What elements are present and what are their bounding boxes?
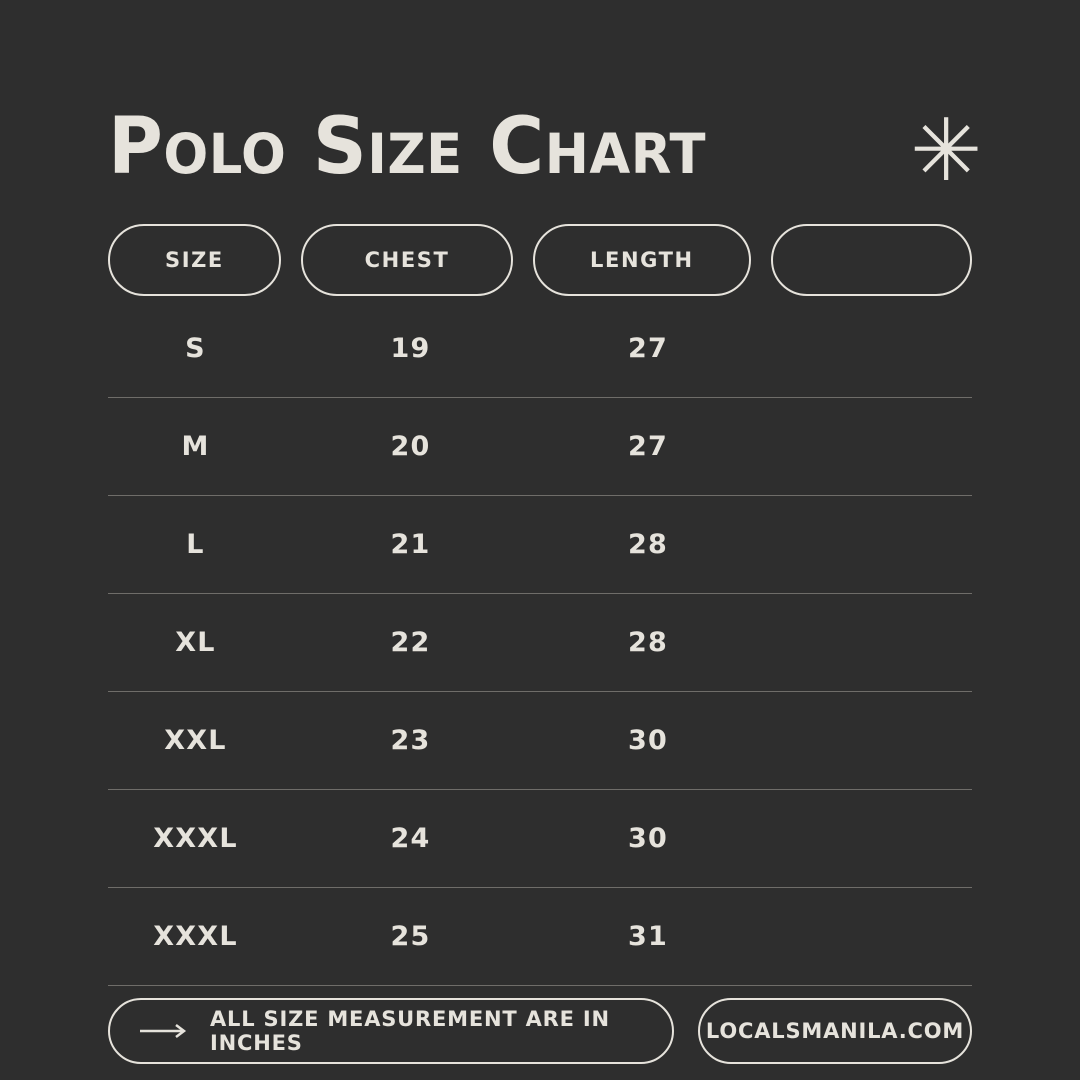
arrow-right-icon	[138, 1023, 192, 1039]
table-header-row	[108, 224, 972, 296]
measurement-note-text: ALL SIZE MEASUREMENT ARE IN INCHES	[210, 1007, 610, 1055]
cell-length: 27	[628, 431, 668, 462]
table-row	[108, 692, 972, 790]
footer	[108, 998, 972, 1064]
table-row	[108, 496, 972, 594]
cell-length: 30	[628, 823, 668, 854]
cell-chest: 23	[390, 725, 431, 756]
column-header-size: SIZE	[108, 224, 281, 296]
cell-length: 30	[628, 725, 668, 756]
cell-chest: 22	[390, 627, 431, 658]
measurement-note	[108, 998, 674, 1064]
column-header-blank	[771, 224, 973, 296]
column-header-chest: CHEST	[301, 224, 513, 296]
size-table	[108, 300, 972, 986]
cell-size: L	[186, 529, 205, 560]
table-row	[108, 300, 972, 398]
table-row	[108, 888, 972, 986]
cell-size: XXXL	[153, 921, 238, 952]
brand-url[interactable]: LOCALSMANILA.COM	[698, 998, 972, 1064]
cell-size: M	[181, 431, 210, 462]
cell-chest: 19	[390, 333, 431, 364]
page-title: Polo Size Chart	[108, 102, 706, 192]
cell-length: 28	[628, 627, 668, 658]
cell-length: 31	[628, 921, 668, 952]
table-row	[108, 790, 972, 888]
asterisk-icon: ✳	[909, 101, 982, 201]
cell-length: 28	[628, 529, 668, 560]
cell-size: XXXL	[153, 823, 238, 854]
cell-chest: 20	[390, 431, 431, 462]
cell-size: XXL	[164, 725, 227, 756]
cell-length: 27	[628, 333, 668, 364]
table-row	[108, 398, 972, 496]
cell-size: XL	[175, 627, 216, 658]
table-row	[108, 594, 972, 692]
header	[108, 92, 988, 202]
cell-size: S	[185, 333, 206, 364]
cell-chest: 25	[390, 921, 431, 952]
column-header-length: LENGTH	[533, 224, 750, 296]
cell-chest: 21	[390, 529, 431, 560]
cell-chest: 24	[390, 823, 431, 854]
